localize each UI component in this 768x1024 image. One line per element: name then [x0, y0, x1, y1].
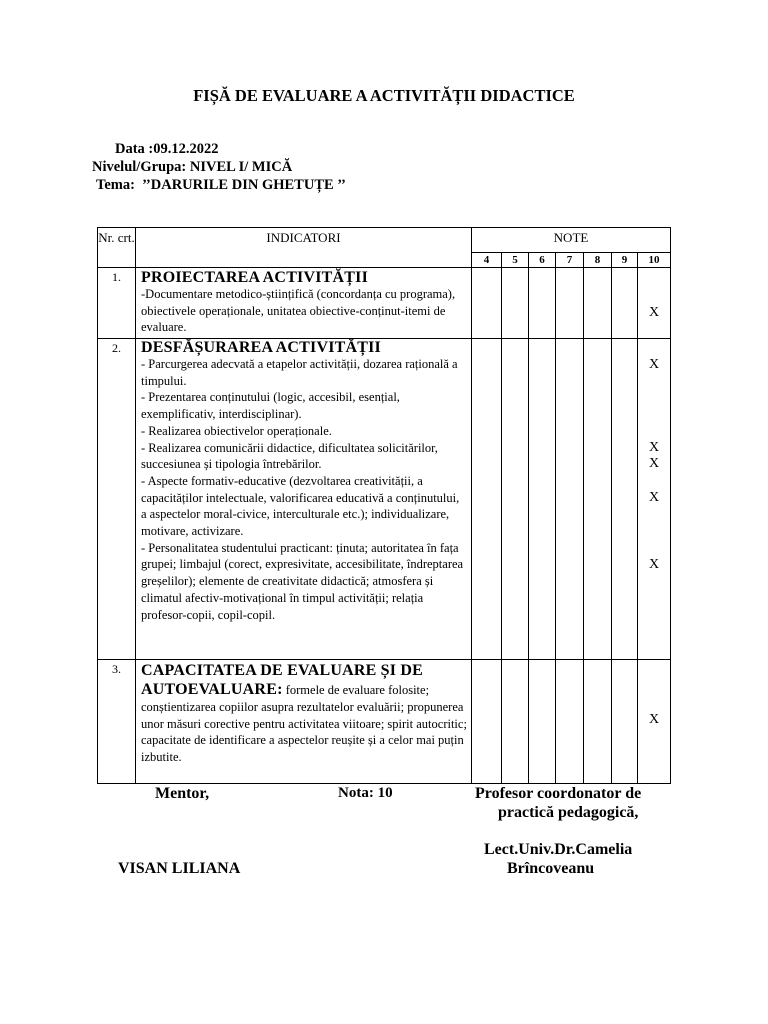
section-heading: CAPACITATEA DE EVALUARE ȘI DE AUTOEVALUARE:	[141, 662, 424, 698]
date-line: Data :09.12.2022	[115, 141, 219, 157]
check-mark: X	[648, 490, 660, 505]
indicators-header: INDICATORI	[136, 228, 472, 268]
indicator-item: - Prezentarea conținutului (logic, accesibil, esențial, exemplificativ, interdisciplinar).	[141, 390, 400, 422]
coordinator-title-line1: Profesor coordonator de	[475, 785, 642, 802]
coordinator-title-line2: practică pedagogică,	[498, 804, 639, 821]
coordinator-name-line2: Brîncoveanu	[507, 860, 595, 877]
indicator-item: formele de evaluare folosite; conștientizarea copiilor asupra rezultatelor evaluării; propunerea unor măsuri corective pentru activitatea viitoare; spirit autocritic; capacitate de identificare a aspectelor reușite și a celor mai puțin izbutite.	[141, 683, 467, 765]
row-number: 2.	[98, 339, 136, 660]
section-heading: PROIECTAREA ACTIVITĂȚII	[141, 269, 369, 286]
grade-label: Nota: 10	[338, 785, 393, 801]
indicator-cell	[136, 268, 472, 339]
section-heading: DESFĂȘURAREA ACTIVITĂȚII	[141, 339, 381, 356]
coordinator-name-line1: Lect.Univ.Dr.Camelia	[484, 841, 633, 858]
score-8: 8	[584, 253, 612, 268]
indicator-cell	[136, 660, 472, 784]
mark-column-10	[638, 339, 671, 660]
check-mark: X	[648, 440, 660, 455]
check-mark: X	[648, 712, 660, 727]
note-header: NOTE	[472, 228, 671, 253]
evaluation-table	[97, 227, 671, 784]
row-number: 3.	[98, 660, 136, 784]
indicator-item: - Realizarea obiectivelor operaționale.	[141, 423, 332, 438]
score-4: 4	[472, 253, 502, 268]
group-line: Nivelul/Grupa: NIVEL I/ MICĂ	[92, 159, 293, 175]
score-9: 9	[612, 253, 638, 268]
check-mark: X	[648, 456, 660, 471]
mentor-name: VISAN LILIANA	[118, 860, 241, 877]
indicator-item: - Realizarea comunicării didactice, dificultatea solicitărilor, succesiunea și tipologia întrebărilor.	[141, 440, 438, 472]
indicator-item: -Documentare metodico-științifică (concordanța cu programa), obiectivele operaționale, unitatea obiective-conținut-itemi de evaluare.	[141, 287, 456, 335]
score-10: 10	[638, 253, 671, 268]
row-number: 1.	[98, 268, 136, 339]
mentor-label: Mentor,	[155, 785, 210, 802]
check-mark: X	[648, 557, 660, 572]
indicator-item: - Aspecte formativ-educative (dezvoltarea creativității, a capacităților intelectuale, valorificarea educativă a conținutului, a aspectelor moral-civice, interculturale etc.); individualizare, motivare, activizare.	[141, 473, 460, 539]
score-5: 5	[502, 253, 529, 268]
indicator-item: - Parcurgerea adecvată a etapelor activității, dozarea rațională a timpului.	[141, 357, 458, 388]
indicator-cell	[136, 339, 472, 660]
check-mark: X	[648, 305, 660, 320]
nr-header: Nr. crt.	[98, 228, 136, 268]
check-mark: X	[648, 357, 660, 372]
indicator-item: - Personalitatea studentului practicant: ținuta; autoritatea în fața grupei; limbajul (corect, expresivitate, accesibilitate, îndreptarea greșelilor); elemente de creativitate didactică; atmosfera și climatul afectiv-motivațional în timpul activității; relația profesor-copii, copil-copil.	[141, 540, 464, 622]
score-7: 7	[556, 253, 584, 268]
document-title: FIȘĂ DE EVALUARE A ACTIVITĂȚII DIDACTICE	[193, 86, 575, 105]
theme-line: Tema: ’’DARURILE DIN GHETUȚE ’’	[96, 177, 346, 193]
mark-column-10	[638, 660, 671, 784]
score-6: 6	[529, 253, 556, 268]
mark-column-10	[638, 268, 671, 339]
